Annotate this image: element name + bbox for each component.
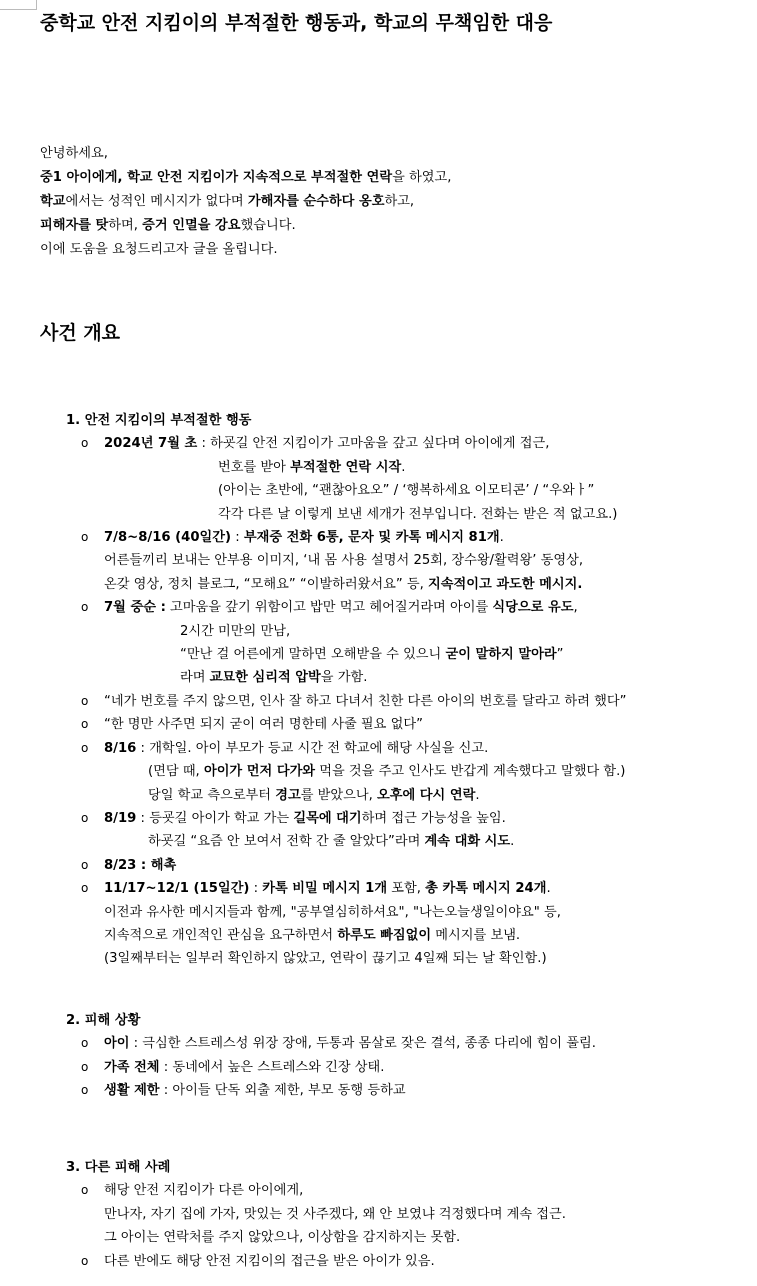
item-line <box>104 737 626 760</box>
list-item <box>66 807 626 854</box>
bullet-icon: o <box>81 1059 89 1074</box>
intro-line <box>40 214 451 238</box>
intro-text: 을 하였고, <box>392 170 452 185</box>
item-text: : <box>197 436 211 452</box>
item-text: 개학일. 아이 부모가 등교 시간 전 학교에 해당 사실을 신고. <box>149 740 489 756</box>
item-emphasis: 길목에 대기 <box>293 810 362 826</box>
section-heading: 사건 개요 <box>40 322 121 344</box>
section-2-heading: 2. 피해 상황 <box>66 1013 141 1028</box>
item-text: (면담 때, <box>148 764 204 780</box>
item-line <box>104 784 626 807</box>
item-line: 2시간 미만의 만남, <box>180 623 291 639</box>
intro-line <box>40 190 451 214</box>
item-text: 하며 접근 가능성을 높임. <box>361 810 506 826</box>
bullet-icon: o <box>81 530 89 545</box>
item-text: . <box>510 834 515 850</box>
item-line <box>104 807 626 830</box>
item-text: 당일 학교 측으로부터 <box>148 787 276 803</box>
item-text: : 동네에서 높은 스트레스와 긴장 상태. <box>159 1059 385 1075</box>
item-text: 를 받았으나, <box>300 787 377 803</box>
item-line <box>104 432 626 455</box>
item-line: 그 아이는 연락처를 주지 않았으나, 이상함을 감지하지는 못함. <box>104 1230 461 1246</box>
list-item <box>66 1250 566 1273</box>
item-line <box>104 1056 596 1079</box>
item-text: : 극심한 스트레스성 위장 장애, 두통과 몸살로 잦은 결석, 종종 다리에 힘이 풀림. <box>129 1036 596 1052</box>
item-line: 해당 안전 지킴이가 다른 아이에게, <box>104 1183 304 1199</box>
bullet-icon: o <box>81 1036 89 1051</box>
bullet-icon: o <box>81 857 89 872</box>
intro-line: 안녕하세요, <box>40 146 108 161</box>
item-emphasis: 교묘한 심리적 압박 <box>209 670 321 686</box>
item-line: 각각 다른 날 이렇게 보낸 세개가 전부입니다. 전화는 받은 적 없고요.) <box>218 506 618 522</box>
item-line <box>104 666 626 689</box>
item-line: 어른들끼리 보내는 안부용 이미지, ‘내 몸 사용 설명서 25회, 장수왕/활력왕’ 동영상, <box>104 553 584 569</box>
list-item <box>66 1179 566 1249</box>
intro-line: 이에 도움을 요청드리고자 글을 올립니다. <box>40 242 278 257</box>
intro-emphasis: 학교 <box>40 194 66 209</box>
list-item <box>66 596 626 690</box>
item-text: , <box>573 600 578 616</box>
item-text: : <box>136 810 150 826</box>
item-text: 등굣길 아이가 학교 가는 <box>149 810 294 826</box>
item-line: (아이는 초반에, “괜찮아요오” / ‘행복하세요 이모티콘’ / “우와ㅏ” <box>218 483 595 499</box>
bullet-icon: o <box>81 693 89 708</box>
item-text: : <box>136 740 150 756</box>
bullet-icon: o <box>81 1083 89 1098</box>
item-text: 라며 <box>180 670 210 686</box>
item-label: 7/8~8/16 (40일간) <box>104 530 232 546</box>
intro-text: 하며, <box>108 218 143 233</box>
list-item <box>66 854 626 877</box>
list-item <box>66 1079 596 1102</box>
item-label: 가족 전체 <box>104 1059 160 1075</box>
item-line <box>104 526 626 549</box>
intro-paragraph <box>40 142 451 262</box>
item-emphasis: 지속적이고 과도한 메시지. <box>428 576 583 592</box>
section-1-heading: 1. 안전 지킴이의 부적절한 행동 <box>66 413 252 428</box>
section-3-heading: 3. 다른 피해 사례 <box>66 1160 171 1175</box>
item-label: 8/19 <box>104 810 137 826</box>
intro-line <box>40 166 451 190</box>
bullet-icon: o <box>81 600 89 615</box>
item-text: . <box>475 787 480 803</box>
item-line <box>104 456 626 479</box>
list-item <box>66 1032 596 1055</box>
list-item <box>66 713 626 736</box>
item-emphasis: 계속 대화 시도 <box>424 834 511 850</box>
bullet-icon: o <box>81 1253 89 1268</box>
item-emphasis: 굳이 말하지 말아라 <box>445 647 557 663</box>
intro-text: 했습니다. <box>240 218 296 233</box>
item-emphasis: 카톡 비밀 메시지 1개 <box>262 881 388 897</box>
item-label: 아이 <box>104 1036 130 1052</box>
item-text: . <box>401 459 406 475</box>
item-emphasis: 경고 <box>275 787 301 803</box>
item-text: . <box>546 881 551 897</box>
item-text: 메시지를 보냄. <box>431 927 521 943</box>
item-label: 8/23 : 해촉 <box>104 857 177 873</box>
item-text: 먹을 것을 주고 인사도 반갑게 계속했다고 말했다 함.) <box>315 764 626 780</box>
page-title: 중학교 안전 지킴이의 부적절한 행동과, 학교의 무책임한 대응 <box>40 12 553 34</box>
page-corner-marker <box>0 0 37 10</box>
item-emphasis: 총 카톡 메시지 24개 <box>425 881 547 897</box>
intro-emphasis: 피해자를 탓 <box>40 218 109 233</box>
item-text: 번호를 받아 <box>218 459 291 475</box>
item-text: 지속적으로 개인적인 관심을 요구하면서 <box>104 927 338 943</box>
item-label: 생활 제한 <box>104 1083 160 1099</box>
item-line <box>104 760 626 783</box>
item-text: 하굣길 안전 지킴이가 고마움을 갚고 싶다며 아이에게 접근, <box>210 436 550 452</box>
list-item <box>66 737 626 807</box>
intro-emphasis: 증거 인멸을 강요 <box>142 218 241 233</box>
item-label: 8/16 <box>104 740 137 756</box>
item-line: (3일째부터는 일부러 확인하지 않았고, 연락이 끊기고 4일째 되는 날 확인함.) <box>104 951 547 967</box>
intro-text: 하고, <box>384 194 415 209</box>
intro-emphasis: 가해자를 순수하다 옹호 <box>247 194 385 209</box>
item-emphasis: 오후에 다시 연락 <box>377 787 476 803</box>
item-line <box>104 1032 596 1055</box>
item-emphasis: 하루도 빠짐없이 <box>337 927 432 943</box>
item-line: 이전과 유사한 메시지들과 함께, "공부열심히하셔요", "나는오늘생일이야요" 등, <box>104 904 561 920</box>
item-text: 고마움을 갚기 위함이고 밥만 먹고 헤어질거라며 아이를 <box>165 600 493 616</box>
item-text: “만난 걸 어른에게 말하면 오해받을 수 있으니 <box>180 647 446 663</box>
intro-emphasis: 중1 아이에게, 학교 안전 지킴이가 지속적으로 부적절한 연락 <box>40 170 393 185</box>
section-3 <box>66 1156 566 1273</box>
item-emphasis: 부재중 전화 6통, 문자 및 카톡 메시지 81개 <box>243 530 500 546</box>
item-line <box>104 596 626 619</box>
list-item <box>66 1056 596 1079</box>
item-line: 다른 반에도 해당 안전 지킴이의 접근을 받은 아이가 있음. <box>104 1253 435 1269</box>
item-line <box>104 573 626 596</box>
item-line: “한 명만 사주면 되지 굳이 여러 명한테 사줄 필요 없다” <box>104 717 423 733</box>
item-emphasis: 아이가 먼저 다가와 <box>203 764 316 780</box>
item-text: : <box>231 530 244 546</box>
bullet-icon: o <box>81 436 89 451</box>
section-2 <box>66 1009 596 1103</box>
item-text: . <box>499 530 504 546</box>
item-line <box>104 877 626 900</box>
item-emphasis: 부적절한 연락 시작 <box>290 459 402 475</box>
item-line <box>104 924 626 947</box>
item-line: 만나자, 자기 집에 가자, 맛있는 것 사주겠다, 왜 안 보였냐 걱정했다며 계속 접근. <box>104 1206 566 1222</box>
bullet-icon: o <box>81 717 89 732</box>
list-item <box>66 690 626 713</box>
bullet-icon: o <box>81 881 89 896</box>
list-item <box>66 432 626 526</box>
item-text: : <box>249 881 263 897</box>
list-item <box>66 526 626 596</box>
item-line: “네가 번호를 주지 않으면, 인사 잘 하고 다녀서 친한 다른 아이의 번호를 달라고 하려 했다” <box>104 693 627 709</box>
item-label: 11/17~12/1 (15일간) <box>104 881 250 897</box>
item-text: ” <box>556 647 564 663</box>
item-line <box>104 830 626 853</box>
item-line <box>104 643 626 666</box>
item-label: 7월 중순 : <box>104 600 166 616</box>
intro-text: 에서는 성적인 메시지가 없다며 <box>65 194 248 209</box>
bullet-icon: o <box>81 740 89 755</box>
bullet-icon: o <box>81 810 89 825</box>
item-text: 하굣길 “요즘 안 보여서 전학 간 줄 알았다”라며 <box>148 834 425 850</box>
item-line <box>104 1079 596 1102</box>
item-text: 포함, <box>387 881 426 897</box>
item-label: 2024년 7월 초 <box>104 436 198 452</box>
section-1 <box>66 409 626 971</box>
item-text: 온갖 영상, 정치 블로그, “모해요” “이발하러왔서요” 등, <box>104 576 429 592</box>
bullet-icon: o <box>81 1183 89 1198</box>
item-text: : 아이들 단독 외출 제한, 부모 동행 등하교 <box>159 1083 406 1099</box>
item-text: 을 가함. <box>320 670 368 686</box>
item-emphasis: 식당으로 유도 <box>492 600 574 616</box>
list-item <box>66 877 626 971</box>
